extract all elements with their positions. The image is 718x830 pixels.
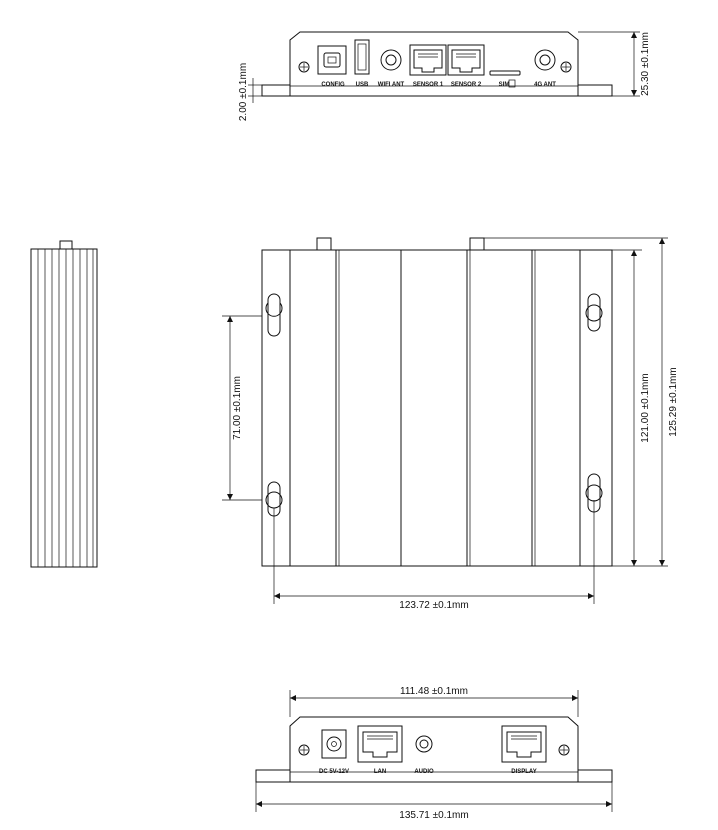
- antenna-connector-icon: [381, 50, 401, 70]
- rj45-port-icon: [448, 45, 484, 75]
- antenna-stub-icon: [60, 241, 72, 249]
- side-view: [31, 241, 97, 567]
- port-label-lan: LAN: [373, 769, 387, 775]
- port-label-audio: AUDIO: [414, 769, 434, 775]
- dimension-label: 121.00 ±0.1mm: [640, 373, 651, 443]
- top-panel-view: [238, 32, 651, 121]
- dimension-height-inner: [580, 250, 668, 566]
- dimension-flange: [238, 63, 262, 121]
- screw-icon: [559, 745, 569, 755]
- antenna-connector-icon: [535, 50, 555, 70]
- dimension-label: 25.30 ±0.1mm: [640, 32, 651, 96]
- port-label-dc: DC 5V-12V: [318, 769, 350, 775]
- rj45-port-icon: [358, 726, 402, 762]
- rj45-port-icon: [410, 45, 446, 75]
- port-label-usb: USB: [355, 82, 369, 88]
- port-label-wifi-ant: WIFI ANT: [377, 82, 405, 88]
- usb-b-port-icon: [318, 46, 346, 74]
- port-label-sensor-1: SENSOR 1: [412, 82, 444, 88]
- main-view: [222, 238, 679, 611]
- dc-power-jack-icon: [322, 730, 346, 758]
- port-label-display: DISPLAY: [511, 769, 537, 775]
- screw-icon: [299, 745, 309, 755]
- port-label-sensor-2: SENSOR 2: [450, 82, 482, 88]
- audio-jack-icon: [416, 736, 432, 752]
- port-label-4g-ant: 4G ANT: [534, 82, 556, 88]
- rj45-port-icon: [502, 726, 546, 762]
- mounting-keyhole-icon: [266, 294, 282, 336]
- screw-icon: [299, 62, 309, 72]
- usb-a-port-icon: [355, 40, 369, 74]
- antenna-stub-icon: [317, 238, 331, 250]
- dimension-total-width: [256, 782, 612, 821]
- dimension-width: [274, 500, 594, 611]
- port-label-config: CONFIG: [321, 82, 345, 88]
- dimension-label: 71.00 ±0.1mm: [232, 376, 243, 440]
- screw-icon: [561, 62, 571, 72]
- port-label-sim: SIM: [498, 82, 510, 88]
- dimension-panel-width: [290, 686, 578, 717]
- dimension-label: 2.00 ±0.1mm: [238, 62, 249, 122]
- dimension-label: 125.29 ±0.1mm: [668, 367, 679, 437]
- dimension-hole-spacing: [222, 316, 262, 500]
- bottom-panel-view: [256, 686, 612, 821]
- dimension-top-height: [578, 32, 651, 96]
- antenna-stub-icon: [470, 238, 484, 250]
- mounting-keyhole-icon: [586, 294, 602, 331]
- dimension-label: 123.72 ±0.1mm: [399, 600, 469, 611]
- dimension-label: 135.71 ±0.1mm: [399, 810, 469, 821]
- dimension-label: 111.48 ±0.1mm: [400, 686, 468, 697]
